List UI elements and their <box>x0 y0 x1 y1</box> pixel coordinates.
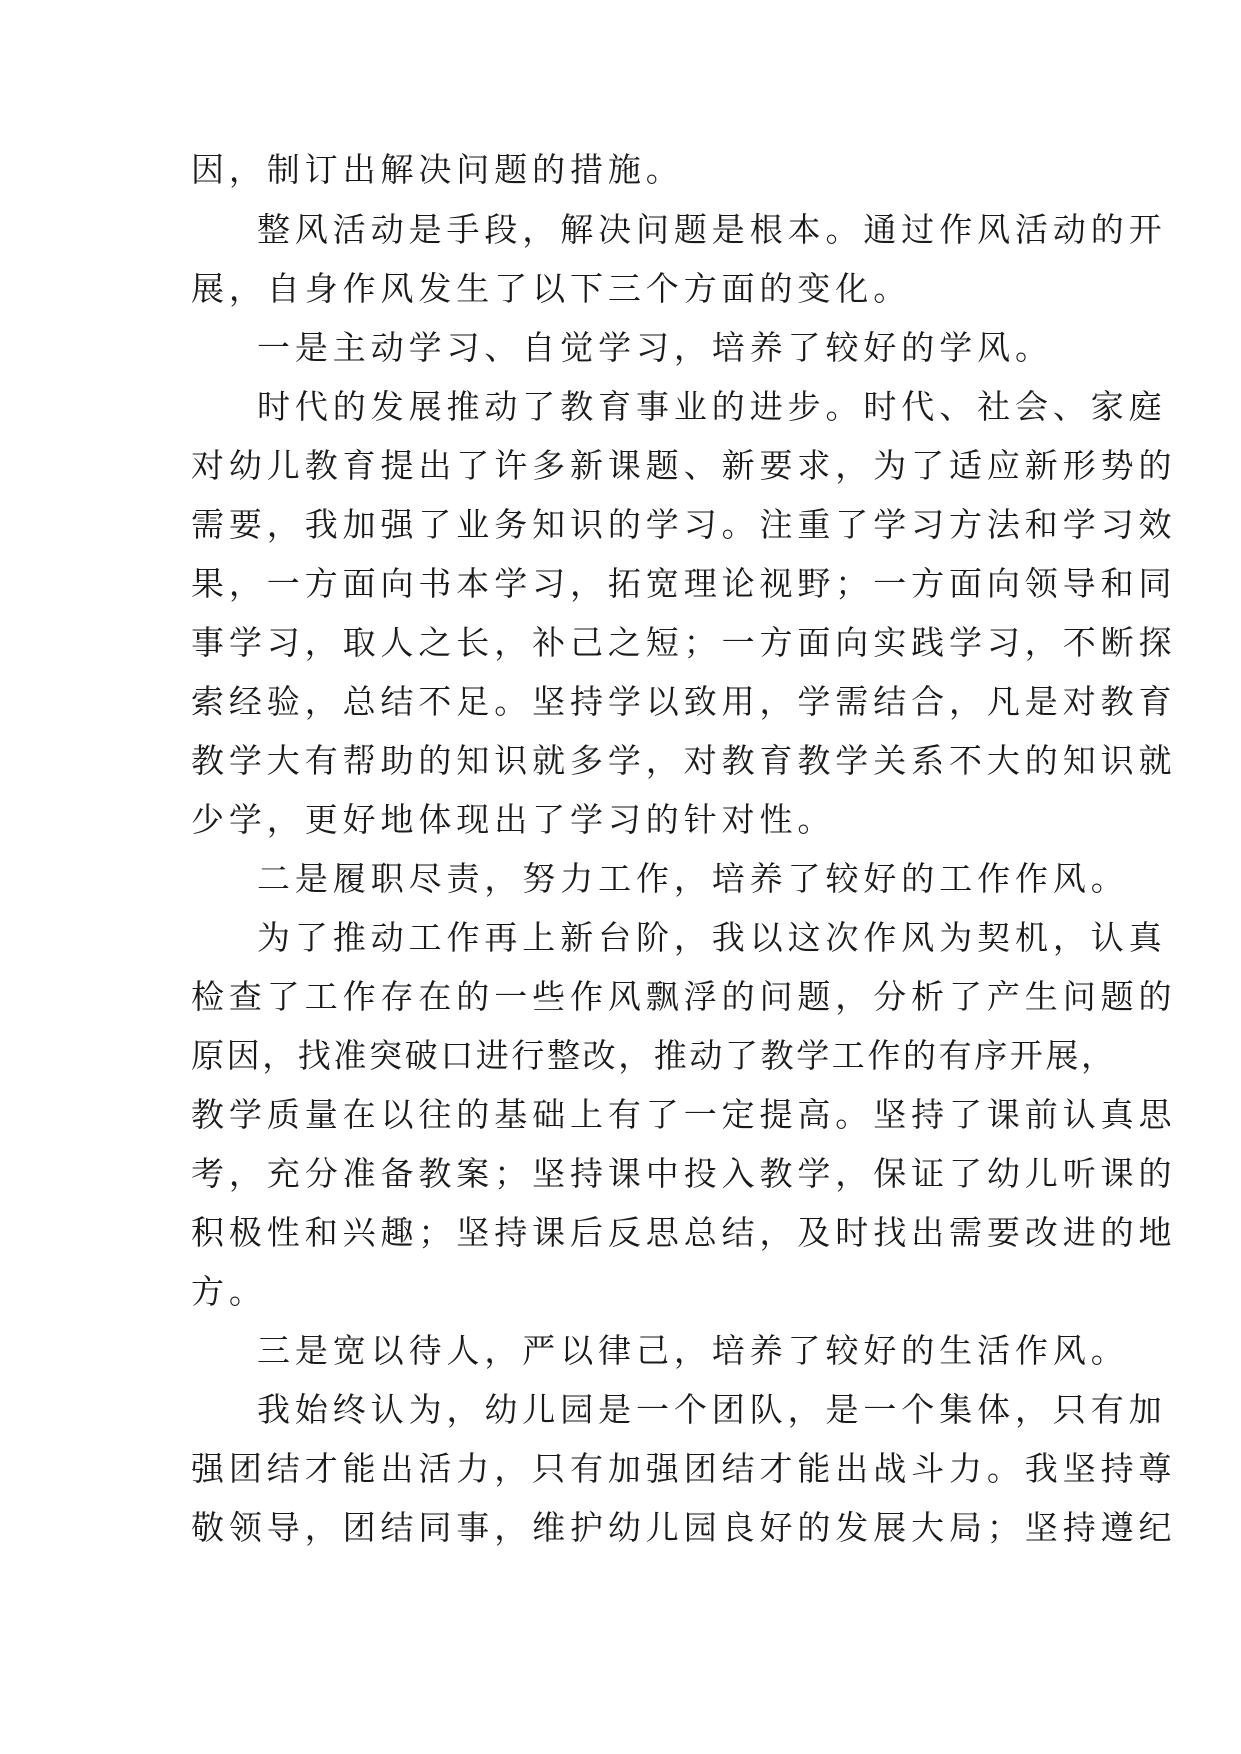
text-line: 果，一方面向书本学习，拓宽理论视野；一方面向领导和同 <box>191 564 1177 603</box>
text-line: 方。 <box>191 1272 267 1311</box>
text-line: 强团结才能出活力，只有加强团结才能出战斗力。我坚持尊 <box>191 1449 1177 1488</box>
text-line: 敬领导，团结同事，维护幼儿园良好的发展大局；坚持遵纪 <box>191 1508 1177 1547</box>
text-line: 三是宽以待人，严以律己，培养了较好的生活作风。 <box>257 1331 1129 1370</box>
text-line: 二是履职尽责，努力工作，培养了较好的工作作风。 <box>257 859 1129 898</box>
text-line: 我始终认为，幼儿园是一个团队，是一个集体，只有加 <box>257 1390 1167 1429</box>
text-line: 因，制订出解决问题的措施。 <box>191 150 684 189</box>
text-line: 教学质量在以往的基础上有了一定提高。坚持了课前认真思 <box>191 1095 1177 1134</box>
text-line: 需要，我加强了业务知识的学习。注重了学习方法和学习效 <box>191 505 1177 544</box>
text-line: 一是主动学习、自觉学习，培养了较好的学风。 <box>257 328 1053 367</box>
text-line: 对幼儿教育提出了许多新课题、新要求，为了适应新形势的 <box>191 446 1177 485</box>
text-line: 检查了工作存在的一些作风飘浮的问题，分析了产生问题的 <box>191 977 1177 1016</box>
text-line: 事学习，取人之长，补己之短；一方面向实践学习，不断探 <box>191 623 1177 662</box>
text-line: 整风活动是手段，解决问题是根本。通过作风活动的开 <box>257 210 1167 249</box>
text-line: 原因，找准突破口进行整改，推动了教学工作的有序开展， <box>191 1036 1117 1075</box>
text-line: 积极性和兴趣；坚持课后反思总结，及时找出需要改进的地 <box>191 1213 1177 1252</box>
text-line: 少学，更好地体现出了学习的针对性。 <box>191 800 836 839</box>
text-line: 时代的发展推动了教育事业的进步。时代、社会、家庭 <box>257 387 1167 426</box>
text-line: 索经验，总结不足。坚持学以致用，学需结合，凡是对教育 <box>191 682 1177 721</box>
text-line: 考，充分准备教案；坚持课中投入教学，保证了幼儿听课的 <box>191 1154 1177 1193</box>
text-line: 为了推动工作再上新台阶，我以这次作风为契机，认真 <box>257 918 1167 957</box>
text-line: 教学大有帮助的知识就多学，对教育教学关系不大的知识就 <box>191 741 1177 780</box>
text-line: 展，自身作风发生了以下三个方面的变化。 <box>191 269 912 308</box>
